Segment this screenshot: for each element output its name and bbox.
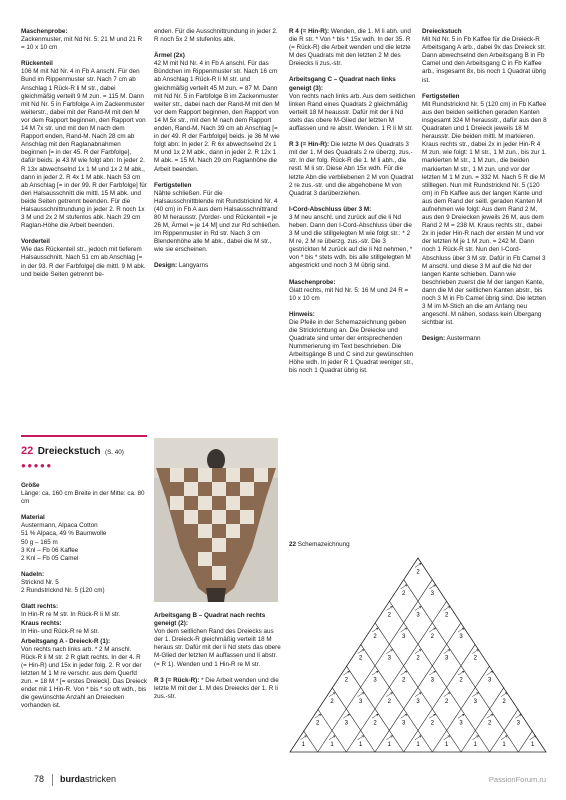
direction-arrow [358,693,364,697]
heading: Nadeln: [21,570,45,578]
cell-number: 2 [444,698,449,705]
direction-arrow [444,693,450,697]
shawl-check [184,482,198,496]
needle-line: Stricknd Nr. 5 [21,578,59,586]
shawl-check [212,510,226,524]
cell-number: 2 [416,655,420,662]
cell-number: 2 [373,720,377,727]
column-4 [422,28,547,351]
shawl-check [226,468,240,482]
shawl-check [170,468,184,482]
pattern-title: Dreieckstuch [37,446,101,457]
cell-number: 1 [444,741,449,748]
heading: Arbeitsgang C – Quadrat nach links geneigt (3): [289,76,396,92]
direction-arrow [444,606,450,610]
cell-number: 3 [430,591,435,598]
direction-arrow [444,736,450,740]
column-1-pattern [21,482,147,718]
material-line: 2 Knl – Fb 05 Camel [21,554,79,562]
cell-number: 3 [358,698,363,705]
cell-number: 3 [401,720,406,727]
direction-arrow [343,714,349,718]
direction-arrow [487,714,493,718]
heading: Fertigstellen [154,181,192,189]
direction-arrow [315,714,321,718]
shawl-check [212,566,226,580]
cell-number: 2 [373,634,377,641]
column-1 [21,28,147,287]
footer-divider [52,774,53,786]
cell-number: 2 [401,591,406,598]
cell-number: 2 [473,655,478,662]
design-label: Design: [154,262,178,270]
shawl-check [212,538,226,552]
product-photo [154,438,278,602]
page-reference: (S. 40) [104,449,124,456]
direction-arrow [501,736,507,740]
paragraph: Die letzte M des Quadrats 3 mit der 1. M des Quadrats 2 re überzg. zus.-str. In der folg. Rück-R die 1. M li abh., die restl. M li str. Diese Abn 15x wdh. Für die letzte Abn die verbliebenen 2 M von Quadrat 2 re zus.-str. und die abgehobene M von Quadrat 3 darüberziehen. [289,141,414,197]
shawl-check [240,510,254,524]
direction-arrow [386,650,392,654]
direction-arrow [401,671,407,675]
heading: R 3 (= Hin-R): [289,141,330,149]
paragraph: Glatt rechts, mit Nd Nr. 5: 16 M und 24 R = 10 x 10 cm [289,286,409,302]
cell-number: 1 [387,741,392,748]
heading: R 3 (= Rück-R): [154,676,200,684]
heading: Ärmel (2x) [154,52,185,60]
cell-number: 3 [444,655,449,662]
material-line: 3 Knl – Fb 06 Kaffee [21,546,79,554]
direction-arrow [415,736,421,740]
grid-line [401,644,476,752]
direction-arrow [386,606,392,610]
cell-number: 1 [330,741,334,748]
diagram-title: Schemazeichnung [297,541,350,548]
direction-arrow [358,650,364,654]
direction-arrow [300,736,306,740]
difficulty-rating: ●●●●● [21,461,53,470]
cell-number: 2 [502,698,506,705]
column-2 [154,28,282,279]
shawl-photo-illustration [154,438,278,602]
paragraph: Zackenmuster, mit Nd Nr. 5: 21 M und 21 R = 10 x 10 cm [21,36,143,52]
paragraph: Länge: ca. 160 cm Breite in der Mitte: ca. 80 cm [21,490,145,506]
direction-arrow [401,628,407,632]
direction-arrow [472,693,478,697]
cell-number: 3 [487,677,492,684]
heading: Rückenteil [21,60,53,68]
paragraph: Wenden, die 1. M li abh. und die R str. * Von * bis * 15x wdh. In der 35. R (= Rück-R) die Arbeit wenden und die letzte M des Quadrats mit den letzten 2 M des Dreiecks li zus.-str. [289,28,411,68]
direction-arrow [329,736,335,740]
shawl-check [226,524,240,538]
paragraph: Nähte schließen. Für die Halsausschnittblende mit Rundstricknd Nr. 4 (40 cm) in Fb A aus dem Halsausschnittrand 80 M herausstr. [Vorder- und Rückenteil = je 26 M, Ärmel = je 14 M] und zur Rd schließen. Im Rippenmuster in Rd str. Nach 3 cm Blendenhöhe alle M abk., dabei die M str., wie sie erscheinen. [154,189,281,254]
cell-number: 2 [315,720,320,727]
cell-number: 3 [401,634,406,641]
shawl-schematic [289,552,547,767]
brand-rest: stricken [85,774,117,784]
shawl-check [198,496,212,510]
heading: Material [21,514,45,522]
design-credit: Austermann [446,335,481,343]
cell-number: 3 [459,720,463,727]
direction-arrow [372,714,378,718]
column-2-pattern [154,612,282,709]
direction-arrow [429,714,435,718]
shawl-check [198,552,212,566]
paragraph: Wie das Rückenteil str., jedoch mit tieferem Halsausschnitt. Nach 51 cm ab Anschlag [= in der 93. R der Farbfolge] die mittl. 9 M abk. und beide Seiten getrennt be- [21,246,146,278]
grid-line [461,687,504,752]
cell-number: 3 [459,634,463,641]
heading: I-Cord-Abschluss über 3 M: [289,205,372,213]
shawl-check [240,482,254,496]
direction-arrow [530,736,536,740]
page-number: 78 [34,774,45,784]
paragraph: In Hin-R re M str. In Rück-R li M str. [21,611,121,619]
cell-number: 3 [416,612,420,619]
direction-arrow [458,671,464,675]
direction-arrow [429,628,435,632]
cell-number: 2 [401,677,406,684]
heading: Maschenprobe: [289,278,336,286]
paragraph: 106 M mit Nd Nr. 4 in Fb A anschl. Für den Bund im Rippenmuster str. Nach 7 cm ab Anschlag 1 Rück-R li M str., dabei gleichmäßig verteilt 9 M zun. = 115 M. Dann mit Nd Nr. 5 in Farbfolge A im Zackenmuster weiterstr., dabei mit der Rand-M mit den M vor dem Rapport beginnen, den Rapport von 14 M 7x str. und mit den M nach dem Rapport enden, Rand-M. Nach 28 cm ab Anschlag mit den Raglanabnahmen beginnen [= in der 45. R der Farbfolge], dafür beids. je 43 M wie folgt abn: In jeder 2. R 13x abwechselnd 1x 1 M und 1x 2 M abk., dann in jeder 2. R 4x 1 M abk. Nach 53 cm ab Anschlag [= in der 99. R der Farbfolge] für den Halsausschnitt die mittl. 15 M abk. und beide Seiten getrennt beenden. Für die Halsausschnittrundung in jeder 2. R noch 1x 3 M und 2x 2 M stufenlos abk. Nach 29 cm Raglan-Höhe die Arbeit beenden. [21,68,147,230]
cell-number: 3 [516,720,521,727]
direction-arrow [401,714,407,718]
direction-arrow [515,714,521,718]
direction-arrow [458,628,464,632]
material-line: 51 % Alpaca, 49 % Baumwolle [21,530,107,538]
direction-arrow [472,736,478,740]
heading: Dreieckstuch [422,28,462,35]
direction-arrow [458,714,464,718]
shawl-check [226,496,240,510]
cell-number: 1 [502,741,506,748]
heading: Größe [21,482,40,489]
schematic-diagram [289,552,547,767]
direction-arrow [358,736,364,740]
cell-number: 3 [416,698,420,705]
watermark: PassionForum.ru [488,775,546,784]
cell-number: 3 [430,677,435,684]
direction-arrow [386,693,392,697]
cell-number: 2 [358,655,363,662]
heading: Fertigstellen [422,92,460,100]
paragraph: Von rechts nach links arb. * 2 M anschl. Rück-R li M str. 2 R glatt rechts. In der 4. R (= Hin-R) und 15x in jeder folg. 2. R vor der letzten M 1 M re verschr. aus dem Querfd zun. = 18 M * [= erstes Dreieck]. Das Dreieck endet mit 1 Hin-R. Von * bis * so oft wdh., bis die gewünschte Anzahl an Dreiecken vorhanden ist. [21,645,147,710]
cell-number: 2 [430,634,435,641]
direction-arrow [386,736,392,740]
material-line: 50 g – 165 m [21,538,58,546]
direction-arrow [415,693,421,697]
page-footer [34,774,546,788]
direction-arrow [472,650,478,654]
cell-number: 2 [387,698,392,705]
cell-number: 2 [487,720,492,727]
paragraph: In Hin- und Rück-R re M str. [21,628,100,636]
design-label: Design: [422,335,446,343]
direction-arrow [343,671,349,675]
cell-number: 2 [459,677,463,684]
direction-arrow [444,650,450,654]
cell-number: 2 [430,720,435,727]
direction-arrow [401,585,407,589]
direction-arrow [487,671,493,675]
heading: Maschenprobe: [21,28,68,35]
paragraph: Mit Nd Nr. 5 in Fb Kaffee für die Dreieck-R Arbeitsgang A arb., dabei 9x das Dreieck str. Dann abwechselnd den Arbeitsgang B in Fb Camel und den Arbeitsgang C in Fb Kaffee arb., insgesamt 8x, bis noch 1 Quadrat übrig ist. [422,36,546,84]
cell-number: 2 [444,612,449,619]
paragraph: enden. Für die Ausschnittrundung in jeder 2. R noch 5x 2 M stufenlos abk. [154,28,278,44]
direction-arrow [372,671,378,675]
cell-number: 1 [416,741,420,748]
shawl-check [198,468,212,482]
paragraph: * Die Arbeit wenden und die letzte M mit der 1. M des Dreiecks der 1. R li zus.-str. [154,676,279,700]
paragraph: Mit Rundstricknd Nr. 5 (120 cm) in Fb Kaffee aus den beiden seitlichen geraden Kanten insgesamt 324 M herausstr., dafür aus den 8 Quadraten und 1 Dreieck jeweils 18 M herausstr. Die beiden mittl. M markieren. Kraus rechts str., dabei 2x in jeder Hin-R 4 M zun. wie folgt: 1 M str., 1 M zun., bis zur 1. markierten M str., 1 M zun., die beiden markierten M str., 1 M zun. und vor der letzten M 1 M zun. = 332 M. Nach 5 R die M stilllegen. Nun mit Rundstricknd Nr. 5 (120 cm) in Fb Kaffee aus der langen Kante und aus dem Rand der seitl. geraden Kanten M aufnehmen wie folgt: Aus dem Rand 2 M, aus den 9 Dreiecken jeweils 26 M, aus dem Rand 2 M = 238 M. Kraus rechts str., dabei 2x in jeder Hin-R nach der ersten M und vor der letzten M je 1 M zun. = 242 M. Dann noch 1 Rück-R str. Nun den I-Cord-Abschluss über 3 M str. Dafür in Fb Camel 3 M anschl. und diese 3 M auf die Nd der langen Kante schieben. Dann wie beschrieben zuerst die M der langen Kante, dann die M der seitlichen Kanten abstr., bis noch 3 M in Fb Camel übrig sind. Die letzten 3 M im M-Stich an die am Anfang neu angeschl. M nähen, sodass kein Übergang sichtbar ist. [422,100,547,327]
shawl-check [170,496,184,510]
cell-number: 1 [301,741,306,748]
heading: R 4 (= Hin-R): [289,28,330,35]
cell-number: 2 [344,677,349,684]
direction-arrow [415,650,421,654]
cell-number: 3 [373,677,377,684]
heading: Kraus rechts: [21,620,62,628]
design-credit: Langyarns [178,262,209,270]
shawl-check [198,524,212,538]
heading: Hinweis: [289,310,315,318]
column-3 [289,28,416,384]
direction-arrow [329,693,335,697]
shawl-check [212,482,226,496]
direction-arrow [429,671,435,675]
grid-line [332,687,375,752]
paragraph: Die Pfeile in der Schemazeichnung geben die Strickrichtung an. Die Dreiecke und Quadrate sind unter der entsprechenden Nummerierung im Text beschrieben. Die Arbeitsgänge B und C sind zur gewünschten Höhe wdh. In jeder R 1 Quadrat weniger str., bis noch 1 Quadrat übrig ist. [289,318,414,375]
heading: Vorderteil [21,238,50,246]
diagram-number: 22 [289,541,297,548]
magazine-brand [60,774,116,784]
cell-number: 2 [416,569,420,576]
paragraph: 3 M neu anschl. und zurück auf die li Nd heben. Dann den I-Cord-Abschluss über die 3 M und die stillgelegten M wie folgt str.: * 2 M re, 2 M re überzg. zus.-str. Die 3 gestrickten M zurück auf die li Nd nehmen, * von * bis * stets wdh. bis alle stillgelegten M abgestrickt und noch 3 M übrig sind. [289,213,413,270]
pattern-header [21,435,147,470]
shawl-check [254,468,268,482]
direction-arrow [372,628,378,632]
heading: Arbeitsgang A - Dreieck-R (1): [21,637,111,645]
grid-line [303,730,317,752]
heading: Arbeitsgang B – Quadrat nach rechts geneigt (2): [154,612,266,628]
cell-number: 3 [473,698,478,705]
cell-number: 2 [330,698,334,705]
diagram-caption [289,541,350,548]
paragraph: Von dem seitlichen Rand des Dreiecks aus der 1. Dreieck-R gleichmäßig verteilt 18 M heraus str. Dafür mit der li Nd stets das obere M-Glied der letzten M auffassen und li abstr. (= R 1). Wenden und 1 Hin-R re M str. [154,628,281,668]
heading: Glatt rechts: [21,603,59,611]
cell-number: 2 [387,612,392,619]
cell-number: 3 [344,720,349,727]
needle-line: 2 Rundstricknd Nr. 5 (120 cm) [21,587,105,595]
paragraph: 42 M mit Nd Nr. 4 in Fb A anschl. Für das Bündchen im Rippenmuster str. Nach 16 cm ab Anschlag 1 Rück-R li M str. und gleichmäßig verteilt 45 M zun. = 87 M. Dann mit Nd Nr. 5 in Farbfolge B im Zackenmuster weiter str., dabei nach der Rand-M mit den M vor dem Rapport beginnen, den Rapport von 14 M 5x str., mit den M nach dem Rapport enden, Rand-M. Nach 39 cm ab Anschlag [= in der 49. R der Farbfolge] beids. je 36 M wie folgt abn: In jeder 2. R 6x abwechselnd 2x 1 M und 1x 2 M abk., dann in jeder 2. R 12x 1 M abk. = 15 M. Nach 29 cm Raglanhöhe die Arbeit beenden. [154,60,280,173]
material-line: Austermann, Alpaca Cotton [21,522,98,530]
cell-number: 1 [473,741,478,748]
direction-arrow [501,693,507,697]
shawl-check [184,510,198,524]
paragraph: Von rechts nach links arb. Aus dem seitlichen linken Rand eines Quadrats 2 gleichmäßig verteilt 18 M heausstr. Dafür mit der li Nd stets das obere M-Glied der letzten M auffassen und re abstr. Wenden. 1 R li M str. [289,92,416,133]
cell-number: 3 [387,655,392,662]
cell-number: 1 [358,741,363,748]
direction-arrow [415,606,421,610]
cell-number: 1 [530,741,535,748]
pattern-number: 22 [21,445,34,457]
direction-arrow [415,563,421,567]
grid-line [358,644,433,752]
direction-arrow [429,585,435,589]
brand-bold: burda [60,774,86,784]
